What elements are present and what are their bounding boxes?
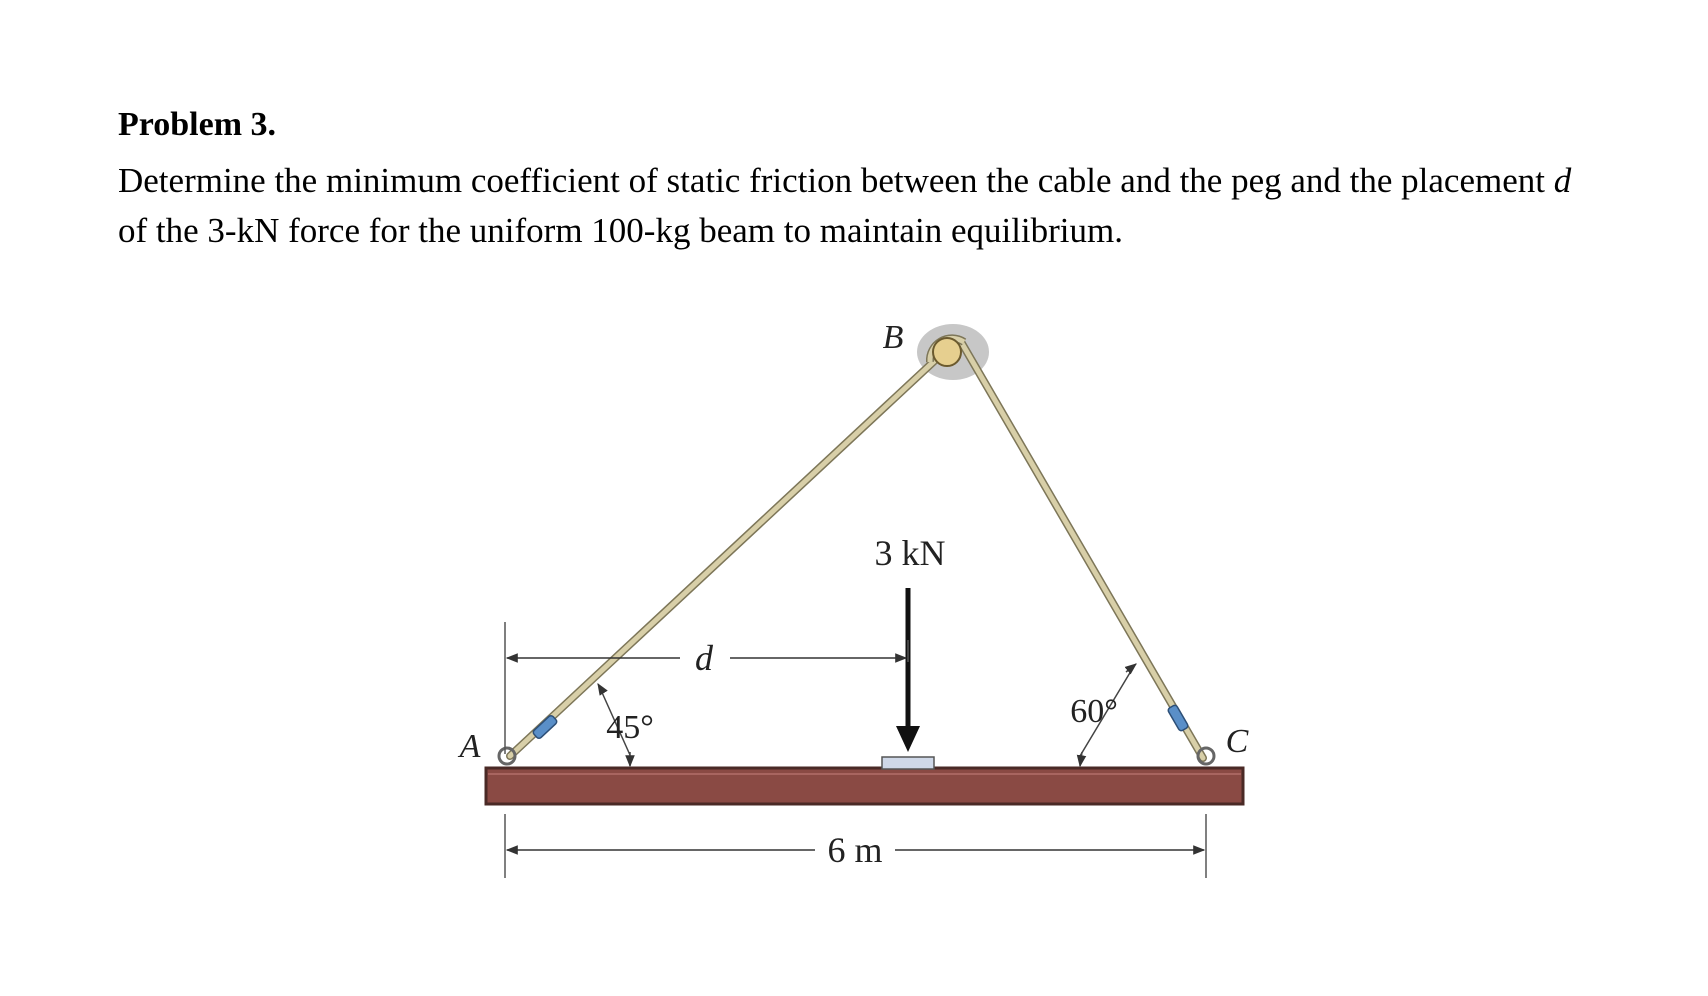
label-c: C <box>1225 723 1249 760</box>
angle-label-right: 60° <box>1070 693 1118 730</box>
d-label: d <box>695 638 713 678</box>
label-b: B <box>882 319 904 356</box>
problem-title: Problem 3. <box>118 106 277 143</box>
force-label: 3 kN <box>874 533 946 573</box>
angle-label-left: 45° <box>606 709 654 746</box>
force-arrow-head <box>896 726 920 752</box>
label-a: A <box>459 728 481 765</box>
clip-right <box>1167 704 1189 732</box>
variable-d: d <box>1553 161 1572 200</box>
problem-text-part1: Determine the minimum coefficient of static friction between the cable and the peg and the placement <box>118 161 1554 200</box>
problem-text-part2: of the 3-kN force for the uniform 100-kg beam to maintain equilibrium. <box>118 211 1124 250</box>
span-label: 6 m <box>827 830 883 870</box>
peg-b <box>933 338 961 366</box>
load-pad <box>882 757 934 769</box>
